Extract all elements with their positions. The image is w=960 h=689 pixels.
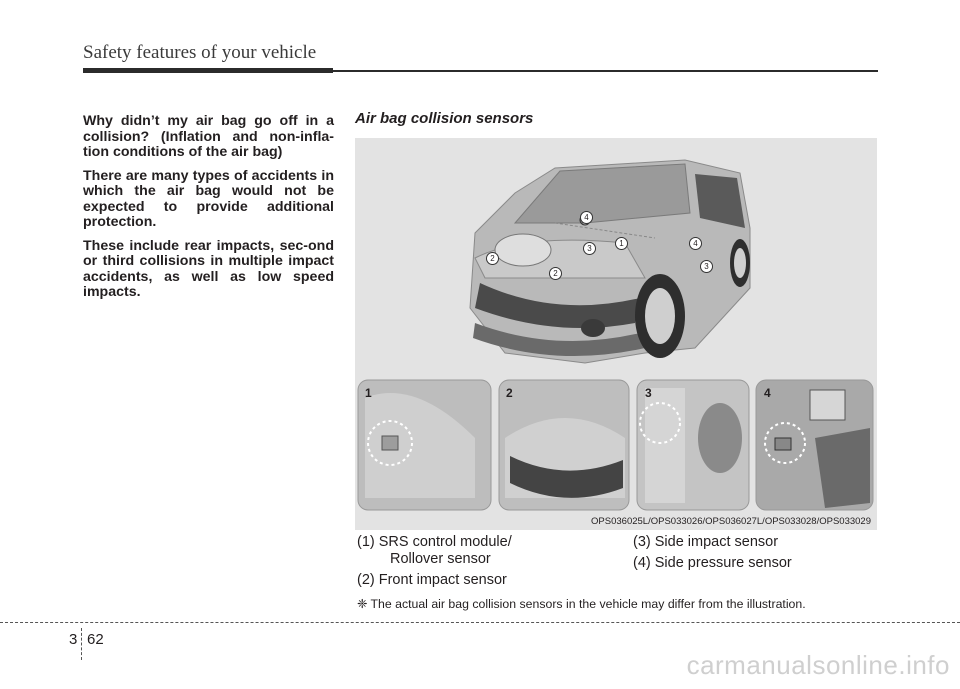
legend-item-1-cont: Rollover sensor — [390, 551, 491, 567]
paragraph-2: These include rear impacts, sec-ond or third collisions in multiple impact accidents, as well as low speed impacts. — [83, 237, 334, 300]
car-callout-3a: 3 — [583, 242, 596, 255]
legend-item-1: (1) SRS control module/ — [357, 534, 512, 550]
footer-divider — [81, 628, 82, 660]
car-callout-1: 1 — [615, 237, 628, 250]
car-illustration — [355, 138, 877, 530]
legend-item-2: (2) Front impact sensor — [357, 572, 507, 588]
legend-right — [633, 534, 792, 572]
header-rule — [83, 68, 333, 73]
chapter-number: 3 — [69, 631, 78, 648]
inset-label-1: 1 — [365, 386, 372, 400]
inset-label-3: 3 — [645, 386, 652, 400]
legend-left — [357, 534, 512, 589]
paragraph-1: There are many types of accidents in which the air bag would not be expected to provide additional protection. — [83, 167, 334, 230]
car-callout-2b: 2 — [549, 267, 562, 280]
section-heading: Air bag collision sensors — [355, 110, 534, 127]
page-header-title: Safety features of your vehicle — [83, 42, 317, 63]
car-callout-4b: 4 — [689, 237, 702, 250]
header-rule-thin — [333, 70, 878, 72]
car-callout-3b: 3 — [700, 260, 713, 273]
inset-label-2: 2 — [506, 386, 513, 400]
footer-rule — [0, 622, 960, 623]
watermark: carmanualsonline.info — [686, 650, 950, 680]
left-column — [83, 114, 334, 309]
legend-item-4: (4) Side pressure sensor — [633, 555, 792, 571]
illustration-note: ❈ The actual air bag collision sensors in the vehicle may differ from the illustration. — [357, 597, 806, 611]
car-callout-4a: 4 — [580, 211, 593, 224]
inset-label-4: 4 — [764, 386, 771, 400]
question-heading: Why didn’t my air bag go off in a collision? (Inflation and non-infla-tion conditions of the air bag) — [83, 113, 334, 160]
figure-code: OPS036025L/OPS033026/OPS036027L/OPS033028/OPS033029 — [591, 516, 871, 527]
car-callout-2a: 2 — [486, 252, 499, 265]
inset-panels — [358, 380, 873, 510]
page-number: 62 — [87, 631, 104, 648]
legend-item-3: (3) Side impact sensor — [633, 534, 779, 550]
sensor-illustration — [355, 138, 877, 530]
